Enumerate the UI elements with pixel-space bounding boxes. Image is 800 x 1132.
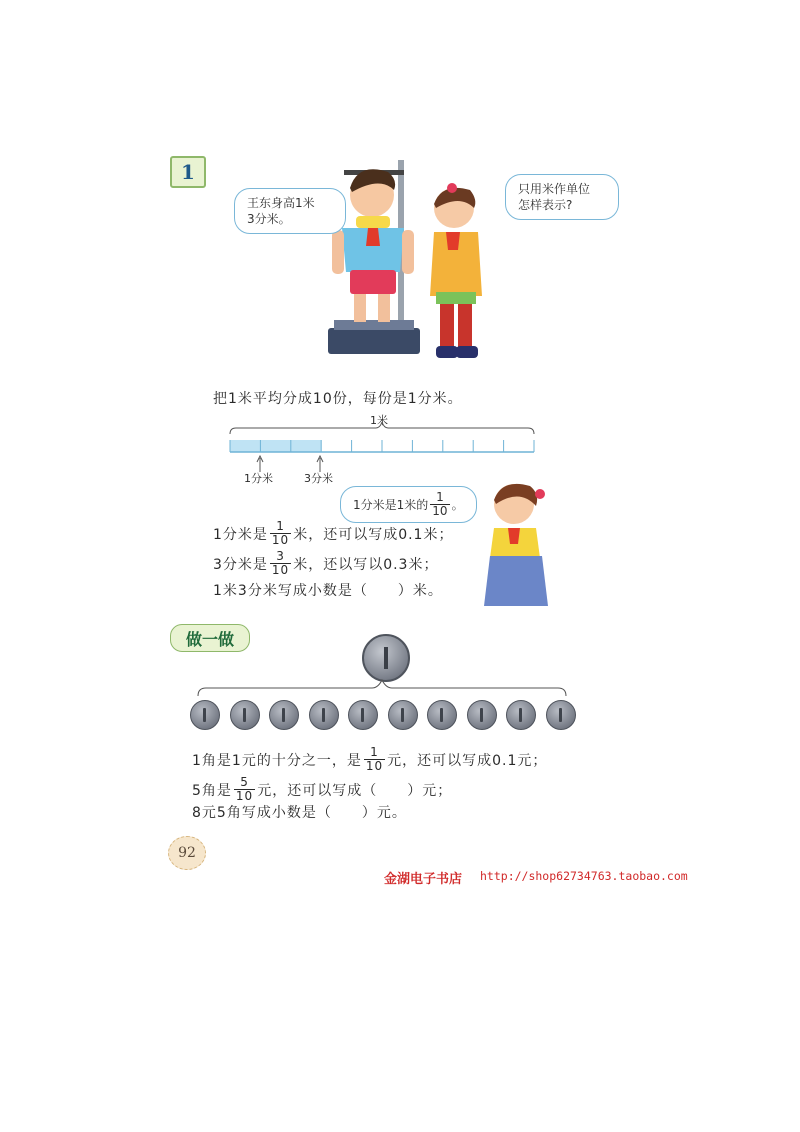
fraction-denominator: 10	[432, 504, 448, 518]
fraction-numerator: 5	[234, 776, 255, 790]
example-line-3: 1米3分米写成小数是（ ）米。	[213, 583, 443, 599]
coin-one-jiao	[269, 700, 299, 730]
store-url[interactable]: http://shop62734763.taobao.com	[480, 869, 688, 883]
coin-one-yuan-mark-icon	[384, 647, 388, 669]
practice-line-2	[192, 776, 452, 803]
page-number: 92	[178, 845, 196, 861]
p-line2-fraction	[234, 776, 255, 803]
fraction-numerator: 1	[270, 520, 291, 534]
coin-one-jiao	[467, 700, 497, 730]
line1-post: 米，还可以写成0.1米；	[293, 526, 454, 543]
p-line2-pre: 5角是	[192, 782, 232, 799]
coin-one-jiao	[546, 700, 576, 730]
ruler-label: 1米	[370, 414, 388, 427]
page-number-badge	[168, 836, 206, 870]
bubble-fraction	[430, 491, 449, 518]
bubble-boy-line-2: 3分米。	[247, 212, 291, 226]
speech-bubble-fraction	[340, 486, 477, 523]
ruler-label-3dm: 3分米	[304, 472, 333, 485]
line1-pre: 1分米是	[213, 526, 268, 543]
line1-fraction	[270, 520, 291, 547]
p-line1-post: 元，还可以写成0.1元；	[387, 752, 548, 769]
bubble-fraction-text: 1分米是1米的	[353, 497, 429, 512]
line2-pre: 3分米是	[213, 556, 268, 573]
coin-one-jiao	[190, 700, 220, 730]
intro-sentence: 把1米平均分成10份，每份是1分米。	[213, 391, 463, 407]
bubble-fraction-end: 。	[451, 497, 464, 512]
p-line1-pre: 1角是1元的十分之一，是	[192, 752, 362, 769]
practice-line-3: 8元5角写成小数是（ ）元。	[192, 805, 407, 821]
fraction-numerator: 1	[364, 746, 385, 760]
illustration-girl-thinking	[412, 178, 492, 366]
practice-header	[170, 624, 250, 652]
example-number: 1	[181, 160, 195, 184]
fraction-denominator: 10	[235, 789, 254, 803]
ruler-label-1dm: 1分米	[244, 472, 273, 485]
coin-one-yuan	[362, 634, 410, 682]
example-line-1	[213, 520, 453, 547]
illustration-girl-pointing	[480, 478, 552, 608]
coin-one-jiao	[348, 700, 378, 730]
fraction-denominator: 10	[365, 759, 384, 773]
coin-one-jiao	[230, 700, 260, 730]
fraction-denominator: 10	[271, 533, 290, 547]
store-name: 金湖电子书店	[384, 872, 463, 887]
practice-line-1	[192, 746, 547, 773]
p-line2-post: 元，还可以写成（ ）元；	[257, 782, 453, 799]
bubble-boy-line-1: 王东身高1米	[247, 196, 315, 210]
example-line-2	[213, 550, 438, 577]
fraction-numerator: 1	[430, 491, 449, 505]
practice-title: 做一做	[185, 629, 234, 649]
coin-brace	[194, 676, 570, 698]
coin-one-jiao	[309, 700, 339, 730]
speech-bubble-boy	[234, 188, 346, 234]
fraction-numerator: 3	[270, 550, 291, 564]
line2-post: 米，还以写以0.3米；	[293, 556, 439, 573]
coin-one-jiao	[388, 700, 418, 730]
coin-one-jiao	[427, 700, 457, 730]
line2-fraction	[270, 550, 291, 577]
fraction-denominator: 10	[271, 563, 290, 577]
speech-bubble-girl	[505, 174, 619, 220]
bubble-girl-line-1: 只用米作单位	[518, 182, 591, 196]
bubble-girl-line-2: 怎样表示?	[518, 198, 573, 212]
coin-one-jiao	[506, 700, 536, 730]
p-line1-fraction	[364, 746, 385, 773]
example-number-badge	[170, 156, 206, 188]
